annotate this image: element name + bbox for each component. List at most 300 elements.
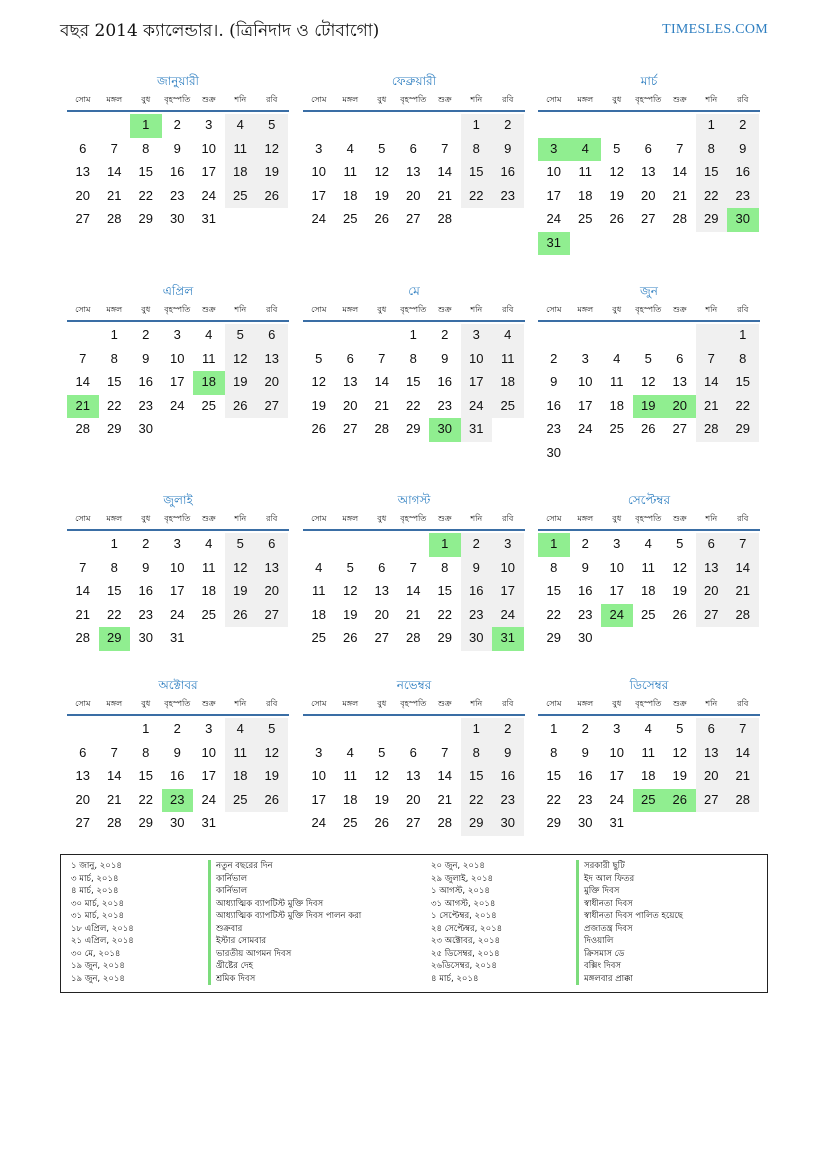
day-cell[interactable]: 3 <box>205 721 213 736</box>
day-cell[interactable]: 18 <box>201 583 216 598</box>
day-cell[interactable]: 10 <box>311 164 326 179</box>
day-cell[interactable]: 11 <box>610 374 624 389</box>
holiday-day-cell[interactable]: 4 <box>570 138 602 162</box>
day-cell[interactable]: 9 <box>142 350 150 366</box>
day-cell[interactable]: 17 <box>311 791 326 807</box>
day-cell[interactable]: 13 <box>696 557 728 581</box>
day-cell[interactable]: 8 <box>409 350 417 366</box>
holiday-day-cell[interactable]: 29 <box>99 627 131 651</box>
day-cell[interactable]: 29 <box>546 815 561 830</box>
day-cell[interactable]: 19 <box>225 371 257 395</box>
day-cell[interactable]: 24 <box>609 791 624 807</box>
day-cell[interactable]: 28 <box>406 630 421 645</box>
day-cell[interactable]: 14 <box>107 768 122 783</box>
day-cell[interactable]: 24 <box>492 604 524 628</box>
day-cell[interactable]: 10 <box>461 348 493 372</box>
day-cell[interactable]: 2 <box>727 114 759 138</box>
day-cell[interactable]: 21 <box>406 606 421 622</box>
day-cell[interactable]: 30 <box>461 627 493 651</box>
day-cell[interactable]: 20 <box>696 580 728 604</box>
day-cell[interactable]: 19 <box>256 765 288 789</box>
day-cell[interactable]: 5 <box>256 718 288 742</box>
day-cell[interactable]: 7 <box>110 140 118 156</box>
holiday-day-cell[interactable]: 30 <box>429 418 461 442</box>
day-cell[interactable]: 20 <box>343 397 358 413</box>
day-cell[interactable]: 5 <box>315 350 323 366</box>
day-cell[interactable]: 25 <box>343 815 358 830</box>
day-cell[interactable]: 20 <box>256 580 288 604</box>
day-cell[interactable]: 18 <box>609 397 624 413</box>
day-cell[interactable]: 3 <box>315 744 323 760</box>
day-cell[interactable]: 5 <box>225 324 257 348</box>
day-cell[interactable]: 15 <box>138 768 153 783</box>
day-cell[interactable]: 1 <box>409 327 417 342</box>
day-cell[interactable]: 19 <box>225 580 257 604</box>
day-cell[interactable]: 21 <box>727 580 759 604</box>
day-cell[interactable]: 30 <box>578 630 593 645</box>
day-cell[interactable]: 23 <box>138 397 153 413</box>
day-cell[interactable]: 21 <box>107 791 122 807</box>
day-cell[interactable]: 25 <box>609 421 624 436</box>
day-cell[interactable]: 29 <box>727 418 759 442</box>
day-cell[interactable]: 5 <box>644 350 652 366</box>
day-cell[interactable]: 10 <box>170 559 185 575</box>
day-cell[interactable]: 23 <box>727 185 759 209</box>
day-cell[interactable]: 27 <box>75 211 90 226</box>
day-cell[interactable]: 10 <box>609 559 624 575</box>
day-cell[interactable]: 9 <box>142 559 150 575</box>
day-cell[interactable]: 17 <box>546 187 561 203</box>
day-cell[interactable]: 28 <box>374 421 389 436</box>
day-cell[interactable]: 4 <box>205 327 213 342</box>
day-cell[interactable]: 3 <box>461 324 493 348</box>
day-cell[interactable]: 6 <box>409 140 417 156</box>
day-cell[interactable]: 26 <box>225 604 257 628</box>
day-cell[interactable]: 6 <box>676 350 684 366</box>
day-cell[interactable]: 15 <box>546 768 561 783</box>
day-cell[interactable]: 2 <box>581 536 589 551</box>
day-cell[interactable]: 24 <box>311 815 326 830</box>
day-cell[interactable]: 20 <box>256 371 288 395</box>
day-cell[interactable]: 12 <box>311 374 326 389</box>
day-cell[interactable]: 7 <box>378 350 386 366</box>
day-cell[interactable]: 9 <box>173 744 181 760</box>
day-cell[interactable]: 23 <box>170 187 185 203</box>
day-cell[interactable]: 17 <box>201 164 216 179</box>
day-cell[interactable]: 19 <box>311 397 326 413</box>
day-cell[interactable]: 14 <box>374 374 389 389</box>
day-cell[interactable]: 7 <box>696 348 728 372</box>
day-cell[interactable]: 4 <box>346 140 354 156</box>
day-cell[interactable]: 31 <box>201 815 216 830</box>
day-cell[interactable]: 19 <box>672 768 687 783</box>
day-cell[interactable]: 28 <box>727 789 759 813</box>
day-cell[interactable]: 26 <box>609 211 624 226</box>
day-cell[interactable]: 6 <box>256 533 288 557</box>
holiday-day-cell[interactable]: 1 <box>429 533 461 557</box>
day-cell[interactable]: 16 <box>578 583 593 598</box>
day-cell[interactable]: 16 <box>461 580 493 604</box>
day-cell[interactable]: 31 <box>461 418 493 442</box>
day-cell[interactable]: 19 <box>672 583 687 598</box>
day-cell[interactable]: 8 <box>142 140 150 156</box>
day-cell[interactable]: 29 <box>138 815 153 830</box>
day-cell[interactable]: 13 <box>75 164 90 179</box>
day-cell[interactable]: 23 <box>578 791 593 807</box>
day-cell[interactable]: 20 <box>75 791 90 807</box>
day-cell[interactable]: 25 <box>492 395 524 419</box>
day-cell[interactable]: 8 <box>727 348 759 372</box>
day-cell[interactable]: 8 <box>110 559 118 575</box>
day-cell[interactable]: 13 <box>641 164 656 179</box>
day-cell[interactable]: 21 <box>75 606 90 622</box>
day-cell[interactable]: 11 <box>578 164 592 179</box>
day-cell[interactable]: 11 <box>641 744 655 760</box>
day-cell[interactable]: 14 <box>75 374 90 389</box>
day-cell[interactable]: 11 <box>492 348 524 372</box>
day-cell[interactable]: 9 <box>727 138 759 162</box>
day-cell[interactable]: 15 <box>107 374 122 389</box>
day-cell[interactable]: 17 <box>201 768 216 783</box>
day-cell[interactable]: 15 <box>406 374 421 389</box>
day-cell[interactable]: 26 <box>374 815 389 830</box>
day-cell[interactable]: 21 <box>437 187 452 203</box>
day-cell[interactable]: 26 <box>374 211 389 226</box>
day-cell[interactable]: 23 <box>492 185 524 209</box>
day-cell[interactable]: 16 <box>170 768 185 783</box>
day-cell[interactable]: 13 <box>406 164 421 179</box>
day-cell[interactable]: 28 <box>696 418 728 442</box>
day-cell[interactable]: 12 <box>225 557 257 581</box>
day-cell[interactable]: 5 <box>676 536 684 551</box>
day-cell[interactable]: 18 <box>343 187 358 203</box>
day-cell[interactable]: 26 <box>343 630 358 645</box>
holiday-day-cell[interactable]: 21 <box>67 395 99 419</box>
day-cell[interactable]: 19 <box>374 187 389 203</box>
day-cell[interactable]: 14 <box>672 164 687 179</box>
day-cell[interactable]: 8 <box>461 138 493 162</box>
day-cell[interactable]: 27 <box>343 421 358 436</box>
day-cell[interactable]: 15 <box>138 164 153 179</box>
day-cell[interactable]: 26 <box>311 421 326 436</box>
day-cell[interactable]: 16 <box>138 374 153 389</box>
day-cell[interactable]: 6 <box>79 140 87 156</box>
day-cell[interactable]: 25 <box>578 211 593 226</box>
day-cell[interactable]: 13 <box>256 348 288 372</box>
day-cell[interactable]: 29 <box>461 812 493 836</box>
day-cell[interactable]: 29 <box>546 630 561 645</box>
day-cell[interactable]: 30 <box>578 815 593 830</box>
day-cell[interactable]: 31 <box>170 630 185 645</box>
day-cell[interactable]: 19 <box>374 791 389 807</box>
day-cell[interactable]: 27 <box>672 421 687 436</box>
day-cell[interactable]: 3 <box>315 140 323 156</box>
brand-logo[interactable]: TIMESLES.COM <box>662 22 768 37</box>
day-cell[interactable]: 18 <box>641 768 656 783</box>
holiday-day-cell[interactable]: 18 <box>193 371 225 395</box>
day-cell[interactable]: 15 <box>107 583 122 598</box>
day-cell[interactable]: 3 <box>205 117 213 132</box>
day-cell[interactable]: 28 <box>107 211 122 226</box>
day-cell[interactable]: 30 <box>492 812 524 836</box>
day-cell[interactable]: 18 <box>343 791 358 807</box>
day-cell[interactable]: 23 <box>138 606 153 622</box>
day-cell[interactable]: 5 <box>256 114 288 138</box>
day-cell[interactable]: 24 <box>461 395 493 419</box>
day-cell[interactable]: 5 <box>378 140 386 156</box>
day-cell[interactable]: 3 <box>173 536 181 551</box>
day-cell[interactable]: 13 <box>256 557 288 581</box>
day-cell[interactable]: 19 <box>609 187 624 203</box>
day-cell[interactable]: 9 <box>550 374 558 389</box>
day-cell[interactable]: 5 <box>613 140 621 156</box>
day-cell[interactable]: 13 <box>374 583 389 598</box>
day-cell[interactable]: 1 <box>550 721 558 736</box>
day-cell[interactable]: 3 <box>492 533 524 557</box>
day-cell[interactable]: 2 <box>173 721 181 736</box>
day-cell[interactable]: 8 <box>461 742 493 766</box>
day-cell[interactable]: 5 <box>346 559 354 575</box>
holiday-day-cell[interactable]: 20 <box>664 395 696 419</box>
day-cell[interactable]: 7 <box>79 559 87 575</box>
day-cell[interactable]: 23 <box>437 397 452 413</box>
holiday-day-cell[interactable]: 23 <box>162 789 194 813</box>
day-cell[interactable]: 1 <box>696 114 728 138</box>
day-cell[interactable]: 28 <box>75 630 90 645</box>
day-cell[interactable]: 16 <box>546 397 561 413</box>
day-cell[interactable]: 30 <box>170 211 185 226</box>
day-cell[interactable]: 11 <box>343 768 357 783</box>
day-cell[interactable]: 5 <box>676 721 684 736</box>
day-cell[interactable]: 24 <box>201 187 216 203</box>
day-cell[interactable]: 30 <box>138 421 153 436</box>
day-cell[interactable]: 8 <box>550 559 558 575</box>
holiday-day-cell[interactable]: 3 <box>538 138 570 162</box>
day-cell[interactable]: 25 <box>311 630 326 645</box>
day-cell[interactable]: 25 <box>225 185 257 209</box>
day-cell[interactable]: 30 <box>170 815 185 830</box>
day-cell[interactable]: 14 <box>107 164 122 179</box>
day-cell[interactable]: 27 <box>641 211 656 226</box>
day-cell[interactable]: 6 <box>409 744 417 760</box>
day-cell[interactable]: 1 <box>727 324 759 348</box>
day-cell[interactable]: 31 <box>201 211 216 226</box>
day-cell[interactable]: 30 <box>546 444 561 460</box>
day-cell[interactable]: 6 <box>79 744 87 760</box>
day-cell[interactable]: 14 <box>437 164 452 179</box>
day-cell[interactable]: 17 <box>492 580 524 604</box>
day-cell[interactable]: 23 <box>578 606 593 622</box>
day-cell[interactable]: 16 <box>492 161 524 185</box>
day-cell[interactable]: 11 <box>202 350 216 366</box>
day-cell[interactable]: 12 <box>225 348 257 372</box>
day-cell[interactable]: 15 <box>727 371 759 395</box>
day-cell[interactable]: 12 <box>374 768 389 783</box>
day-cell[interactable]: 17 <box>170 583 185 598</box>
day-cell[interactable]: 8 <box>441 559 449 575</box>
day-cell[interactable]: 24 <box>578 421 593 436</box>
day-cell[interactable]: 7 <box>727 533 759 557</box>
day-cell[interactable]: 2 <box>142 536 150 551</box>
day-cell[interactable]: 14 <box>696 371 728 395</box>
day-cell[interactable]: 24 <box>201 791 216 807</box>
holiday-day-cell[interactable]: 19 <box>633 395 665 419</box>
day-cell[interactable]: 7 <box>441 744 449 760</box>
day-cell[interactable]: 6 <box>696 718 728 742</box>
day-cell[interactable]: 24 <box>546 211 561 226</box>
day-cell[interactable]: 7 <box>727 718 759 742</box>
day-cell[interactable]: 11 <box>312 583 326 598</box>
day-cell[interactable]: 8 <box>142 744 150 760</box>
day-cell[interactable]: 3 <box>581 350 589 366</box>
day-cell[interactable]: 10 <box>578 374 593 389</box>
day-cell[interactable]: 21 <box>727 765 759 789</box>
day-cell[interactable]: 23 <box>492 789 524 813</box>
day-cell[interactable]: 10 <box>609 744 624 760</box>
day-cell[interactable]: 7 <box>110 744 118 760</box>
day-cell[interactable]: 9 <box>492 742 524 766</box>
day-cell[interactable]: 6 <box>378 559 386 575</box>
holiday-day-cell[interactable]: 1 <box>538 533 570 557</box>
day-cell[interactable]: 21 <box>107 187 122 203</box>
day-cell[interactable]: 18 <box>225 765 257 789</box>
day-cell[interactable]: 31 <box>609 815 624 830</box>
day-cell[interactable]: 15 <box>546 583 561 598</box>
day-cell[interactable]: 20 <box>374 606 389 622</box>
day-cell[interactable]: 5 <box>378 744 386 760</box>
day-cell[interactable]: 2 <box>550 350 558 366</box>
holiday-day-cell[interactable]: 1 <box>130 114 162 138</box>
day-cell[interactable]: 9 <box>581 559 589 575</box>
day-cell[interactable]: 17 <box>311 187 326 203</box>
day-cell[interactable]: 9 <box>461 557 493 581</box>
day-cell[interactable]: 14 <box>406 583 421 598</box>
day-cell[interactable]: 2 <box>492 718 524 742</box>
day-cell[interactable]: 4 <box>315 559 323 575</box>
day-cell[interactable]: 16 <box>138 583 153 598</box>
day-cell[interactable]: 29 <box>437 630 452 645</box>
day-cell[interactable]: 28 <box>727 604 759 628</box>
day-cell[interactable]: 8 <box>696 138 728 162</box>
day-cell[interactable]: 8 <box>110 350 118 366</box>
day-cell[interactable]: 15 <box>461 161 493 185</box>
day-cell[interactable]: 1 <box>461 718 493 742</box>
day-cell[interactable]: 15 <box>461 765 493 789</box>
day-cell[interactable]: 22 <box>461 185 493 209</box>
holiday-day-cell[interactable]: 25 <box>633 789 665 813</box>
day-cell[interactable]: 4 <box>613 350 621 366</box>
day-cell[interactable]: 25 <box>343 211 358 226</box>
day-cell[interactable]: 4 <box>346 744 354 760</box>
day-cell[interactable]: 18 <box>225 161 257 185</box>
day-cell[interactable]: 10 <box>201 744 216 760</box>
day-cell[interactable]: 27 <box>256 395 288 419</box>
day-cell[interactable]: 11 <box>641 559 655 575</box>
day-cell[interactable]: 1 <box>142 721 150 736</box>
day-cell[interactable]: 20 <box>406 187 421 203</box>
day-cell[interactable]: 27 <box>75 815 90 830</box>
holiday-day-cell[interactable]: 31 <box>538 232 570 256</box>
day-cell[interactable]: 13 <box>672 374 687 389</box>
day-cell[interactable]: 24 <box>170 397 185 413</box>
day-cell[interactable]: 3 <box>613 536 621 551</box>
day-cell[interactable]: 4 <box>492 324 524 348</box>
day-cell[interactable]: 1 <box>110 536 118 551</box>
day-cell[interactable]: 2 <box>173 117 181 132</box>
holiday-day-cell[interactable]: 30 <box>727 208 759 232</box>
day-cell[interactable]: 9 <box>441 350 449 366</box>
day-cell[interactable]: 4 <box>225 114 257 138</box>
day-cell[interactable]: 20 <box>406 791 421 807</box>
day-cell[interactable]: 2 <box>441 327 449 342</box>
day-cell[interactable]: 12 <box>256 138 288 162</box>
day-cell[interactable]: 3 <box>613 721 621 736</box>
day-cell[interactable]: 6 <box>346 350 354 366</box>
day-cell[interactable]: 21 <box>672 187 687 203</box>
day-cell[interactable]: 27 <box>406 815 421 830</box>
day-cell[interactable]: 25 <box>641 606 656 622</box>
day-cell[interactable]: 21 <box>437 791 452 807</box>
day-cell[interactable]: 22 <box>406 397 421 413</box>
day-cell[interactable]: 18 <box>492 371 524 395</box>
day-cell[interactable]: 29 <box>138 211 153 226</box>
day-cell[interactable]: 18 <box>578 187 593 203</box>
day-cell[interactable]: 14 <box>727 557 759 581</box>
day-cell[interactable]: 7 <box>676 140 684 156</box>
day-cell[interactable]: 14 <box>75 583 90 598</box>
day-cell[interactable]: 24 <box>170 606 185 622</box>
day-cell[interactable]: 17 <box>578 397 593 413</box>
day-cell[interactable]: 2 <box>581 721 589 736</box>
day-cell[interactable]: 10 <box>546 164 561 179</box>
day-cell[interactable]: 11 <box>225 742 257 766</box>
day-cell[interactable]: 11 <box>343 164 357 179</box>
holiday-day-cell[interactable]: 31 <box>492 627 524 651</box>
day-cell[interactable]: 17 <box>461 371 493 395</box>
day-cell[interactable]: 14 <box>437 768 452 783</box>
day-cell[interactable]: 18 <box>641 583 656 598</box>
day-cell[interactable]: 22 <box>107 606 122 622</box>
day-cell[interactable]: 1 <box>110 327 118 342</box>
day-cell[interactable]: 13 <box>696 742 728 766</box>
day-cell[interactable]: 9 <box>581 744 589 760</box>
day-cell[interactable]: 1 <box>461 114 493 138</box>
day-cell[interactable]: 15 <box>437 583 452 598</box>
day-cell[interactable]: 27 <box>374 630 389 645</box>
day-cell[interactable]: 13 <box>406 768 421 783</box>
day-cell[interactable]: 23 <box>546 421 561 436</box>
day-cell[interactable]: 24 <box>311 211 326 226</box>
day-cell[interactable]: 4 <box>644 721 652 736</box>
day-cell[interactable]: 22 <box>138 791 153 807</box>
day-cell[interactable]: 29 <box>107 421 122 436</box>
day-cell[interactable]: 8 <box>550 744 558 760</box>
day-cell[interactable]: 29 <box>696 208 728 232</box>
day-cell[interactable]: 28 <box>75 421 90 436</box>
day-cell[interactable]: 20 <box>75 187 90 203</box>
day-cell[interactable]: 22 <box>727 395 759 419</box>
day-cell[interactable]: 16 <box>578 768 593 783</box>
day-cell[interactable]: 5 <box>225 533 257 557</box>
day-cell[interactable]: 2 <box>142 327 150 342</box>
day-cell[interactable]: 16 <box>170 164 185 179</box>
day-cell[interactable]: 17 <box>170 374 185 389</box>
day-cell[interactable]: 15 <box>696 161 728 185</box>
day-cell[interactable]: 10 <box>311 768 326 783</box>
day-cell[interactable]: 14 <box>727 742 759 766</box>
day-cell[interactable]: 4 <box>644 536 652 551</box>
day-cell[interactable]: 13 <box>343 374 358 389</box>
